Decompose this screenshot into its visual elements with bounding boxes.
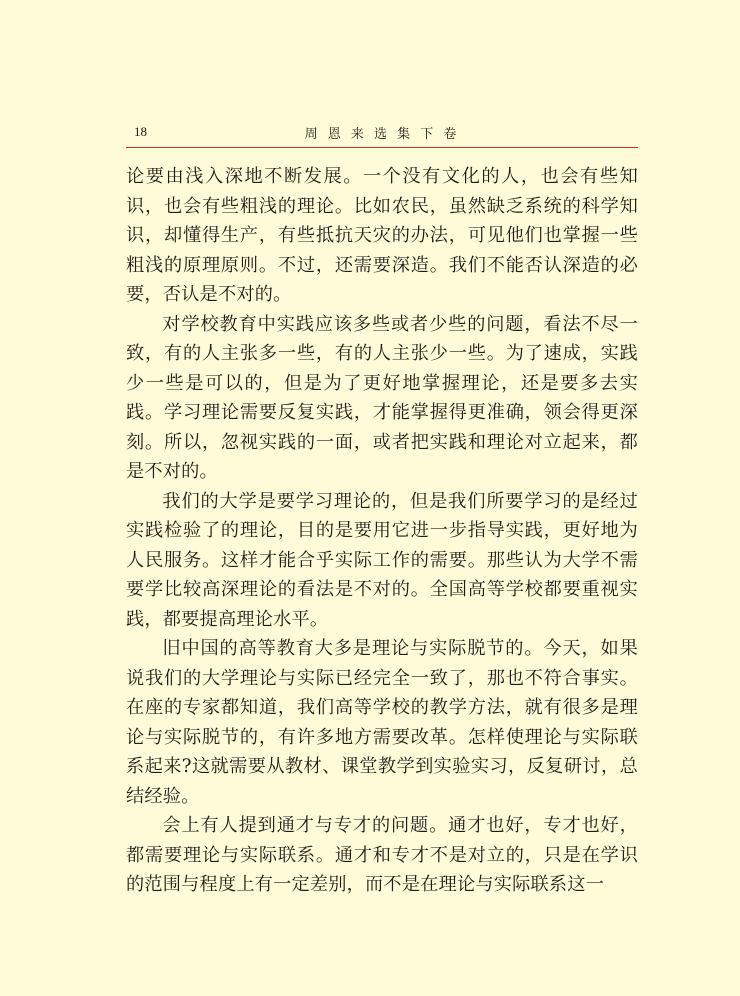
page-header: [126, 120, 638, 148]
running-title: 周 恩 来 选 集 下 卷: [304, 127, 460, 142]
page-number: 18: [134, 124, 147, 139]
paragraph-continued: 论要由浅入深地不断发展。一个没有文化的人，也会有些知识，也会有些粗浅的理论。比如农民，虽然缺乏系统的科学知识，却懂得生产，有些抵抗天灾的办法，可见他们也掌握一些粗浅的原理原则。不过，还需要深造。我们不能否认深造的必要，否认是不对的。: [126, 166, 638, 305]
paragraph-practice-in-education: 对学校教育中实践应该多些或者少些的问题，看法不尽一致，有的人主张多一些，有的人主张少一些。为了速成，实践少一些是可以的，但是为了更好地掌握理论，还是要多去实践。学习理论需要反复实践，才能掌握得更准确，领会得更深刻。所以，忽视实践的一面，或者把实践和理论对立起来，都是不对的。: [126, 313, 638, 482]
paragraph-old-china-education: 旧中国的高等教育大多是理论与实际脱节的。今天，如果说我们的大学理论与实际已经完全一致了，那也不符合事实。在座的专家都知道，我们高等学校的教学方法，就有很多是理论与实际脱节的，有许多地方需要改革。怎样使理论与实际联系起来?这就需要从教材、课堂教学到实验实习，反复研讨，总结经验。: [126, 638, 638, 807]
paragraph-university-theory: 我们的大学是要学习理论的，但是我们所要学习的是经过实践检验了的理论，目的是要用它进一步指导实践，更好地为人民服务。这样才能合乎实际工作的需要。那些认为大学不需要学比较高深理论的看法是不对的。全国高等学校都要重视实践，都要提高理论水平。: [126, 490, 638, 630]
body-text: [126, 162, 638, 900]
header-rule: [126, 147, 638, 148]
paragraph-generalist-specialist: 会上有人提到通才与专才的问题。通才也好，专才也好，都需要理论与实际联系。通才和专才不是对立的，只是在学识的范围与程度上有一定差别，而不是在理论与实际联系这一: [126, 815, 638, 895]
